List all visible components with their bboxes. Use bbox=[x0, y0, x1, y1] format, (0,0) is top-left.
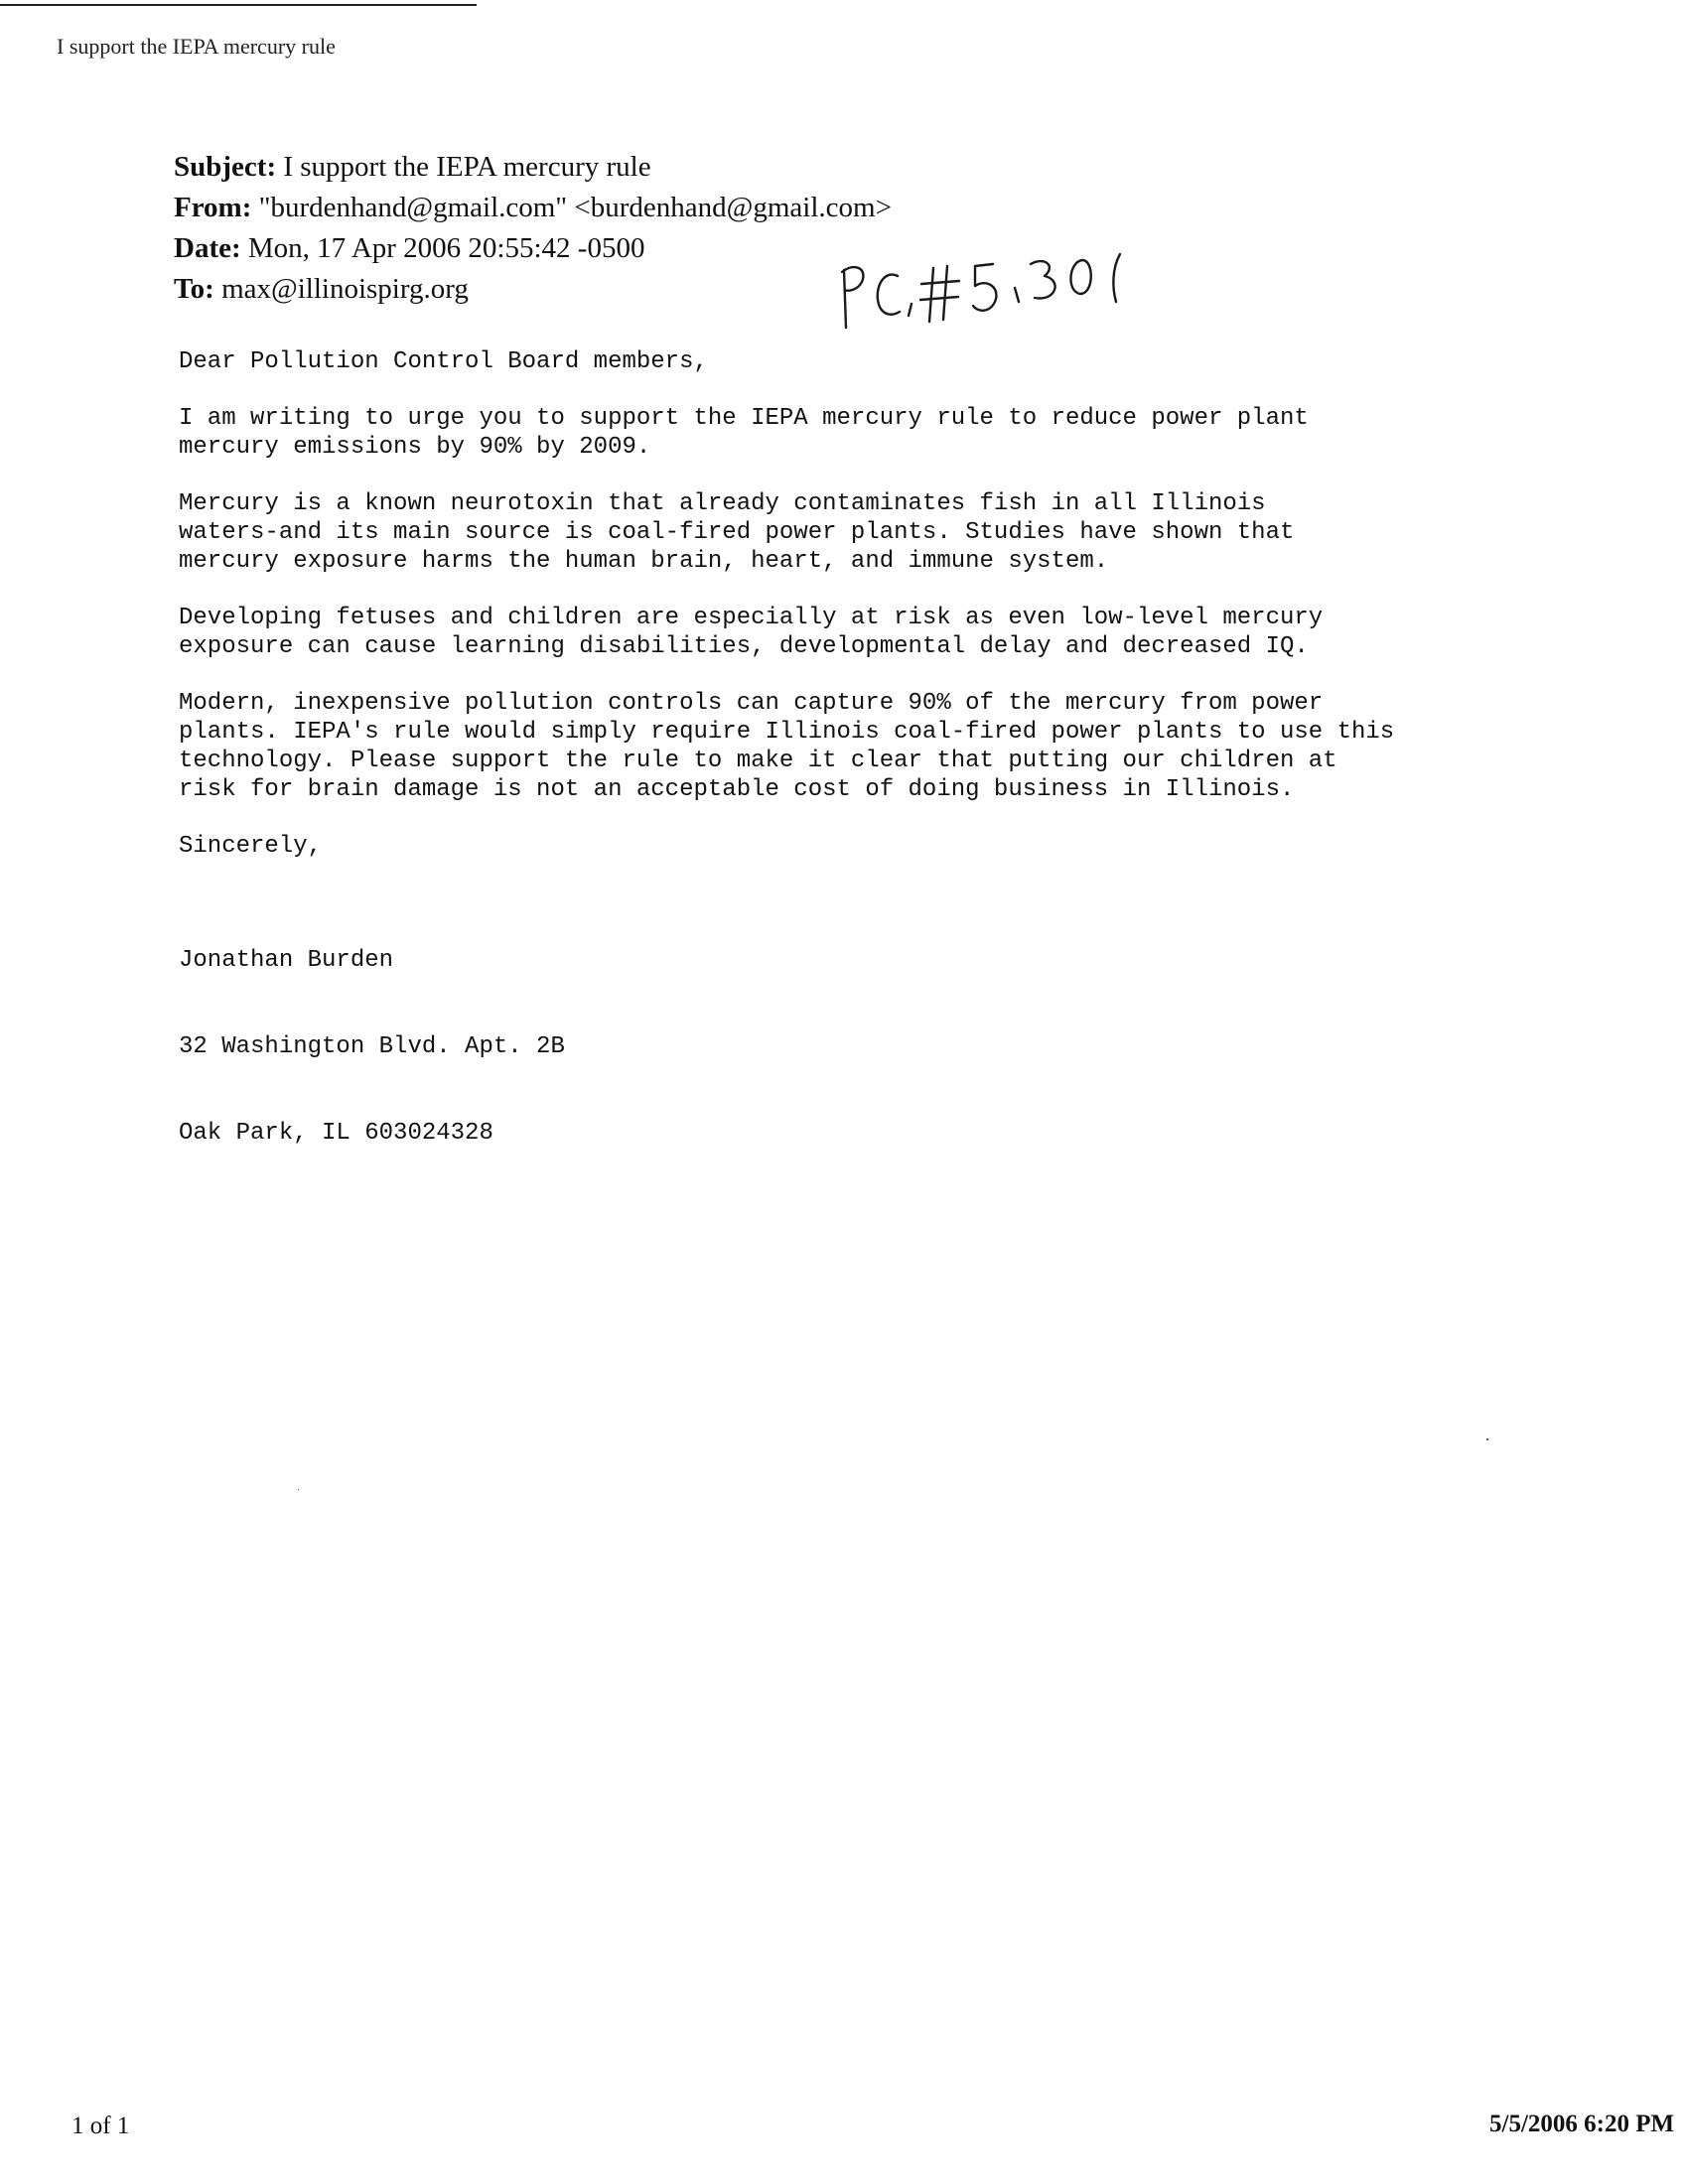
from-label: From: bbox=[174, 192, 252, 223]
handwritten-docket-stamp bbox=[832, 248, 1150, 338]
to-value: max@illinoispirg.org bbox=[221, 273, 469, 305]
date-value: Mon, 17 Apr 2006 20:55:42 -0500 bbox=[247, 232, 645, 264]
date-label: Date: bbox=[174, 232, 241, 264]
signature-address-line: Oak Park, IL 603024328 bbox=[179, 1120, 493, 1147]
print-datetime: 5/5/2006 6:20 PM bbox=[1489, 2111, 1675, 2137]
signature-block bbox=[179, 888, 1609, 1205]
subject-line bbox=[174, 147, 892, 188]
greeting: Dear Pollution Control Board members, bbox=[179, 348, 708, 375]
subject-label: Subject: bbox=[174, 151, 277, 183]
top-rule bbox=[0, 4, 477, 6]
message-body bbox=[179, 347, 1609, 1233]
date-line bbox=[174, 228, 892, 269]
body-paragraph: Modern, inexpensive pollution controls can capture 90% of the mercury from power plants. IEPA's rule would simply require Illinois coal-fired power plants to use this technology. Please support the rule to make it clear that putting our children at risk for brain damage is not an acceptable cost of doing business in Illinois. bbox=[179, 690, 1395, 803]
email-header bbox=[174, 147, 892, 310]
scan-speck bbox=[298, 1489, 299, 1490]
page-indicator: 1 of 1 bbox=[71, 2113, 130, 2139]
handwritten-stamp-drawing bbox=[832, 248, 1150, 338]
signature-address-line: 32 Washington Blvd. Apt. 2B bbox=[179, 1033, 565, 1060]
from-line bbox=[174, 188, 892, 228]
closing: Sincerely, bbox=[179, 833, 323, 860]
body-paragraph: I am writing to urge you to support the IEPA mercury rule to reduce power plant mercury emissions by 90% by 2009. bbox=[179, 405, 1309, 461]
subject-value: I support the IEPA mercury rule bbox=[283, 151, 651, 183]
running-title: I support the IEPA mercury rule bbox=[57, 34, 336, 59]
body-paragraph: Developing fetuses and children are especially at risk as even low-level mercury exposure can cause learning disabilities, developmental delay and decreased IQ. bbox=[179, 605, 1324, 660]
to-label: To: bbox=[174, 273, 214, 305]
body-paragraph: Mercury is a known neurotoxin that already contaminates fish in all Illinois waters-and its main source is coal-fired power plants. Studies have shown that mercury exposure harms the human brain, heart, and immune system. bbox=[179, 490, 1295, 575]
signature-name: Jonathan Burden bbox=[179, 947, 394, 974]
to-line bbox=[174, 269, 892, 310]
from-value: "burdenhand@gmail.com" <burdenhand@gmail.com> bbox=[258, 192, 892, 223]
scan-speck bbox=[1486, 1438, 1488, 1440]
